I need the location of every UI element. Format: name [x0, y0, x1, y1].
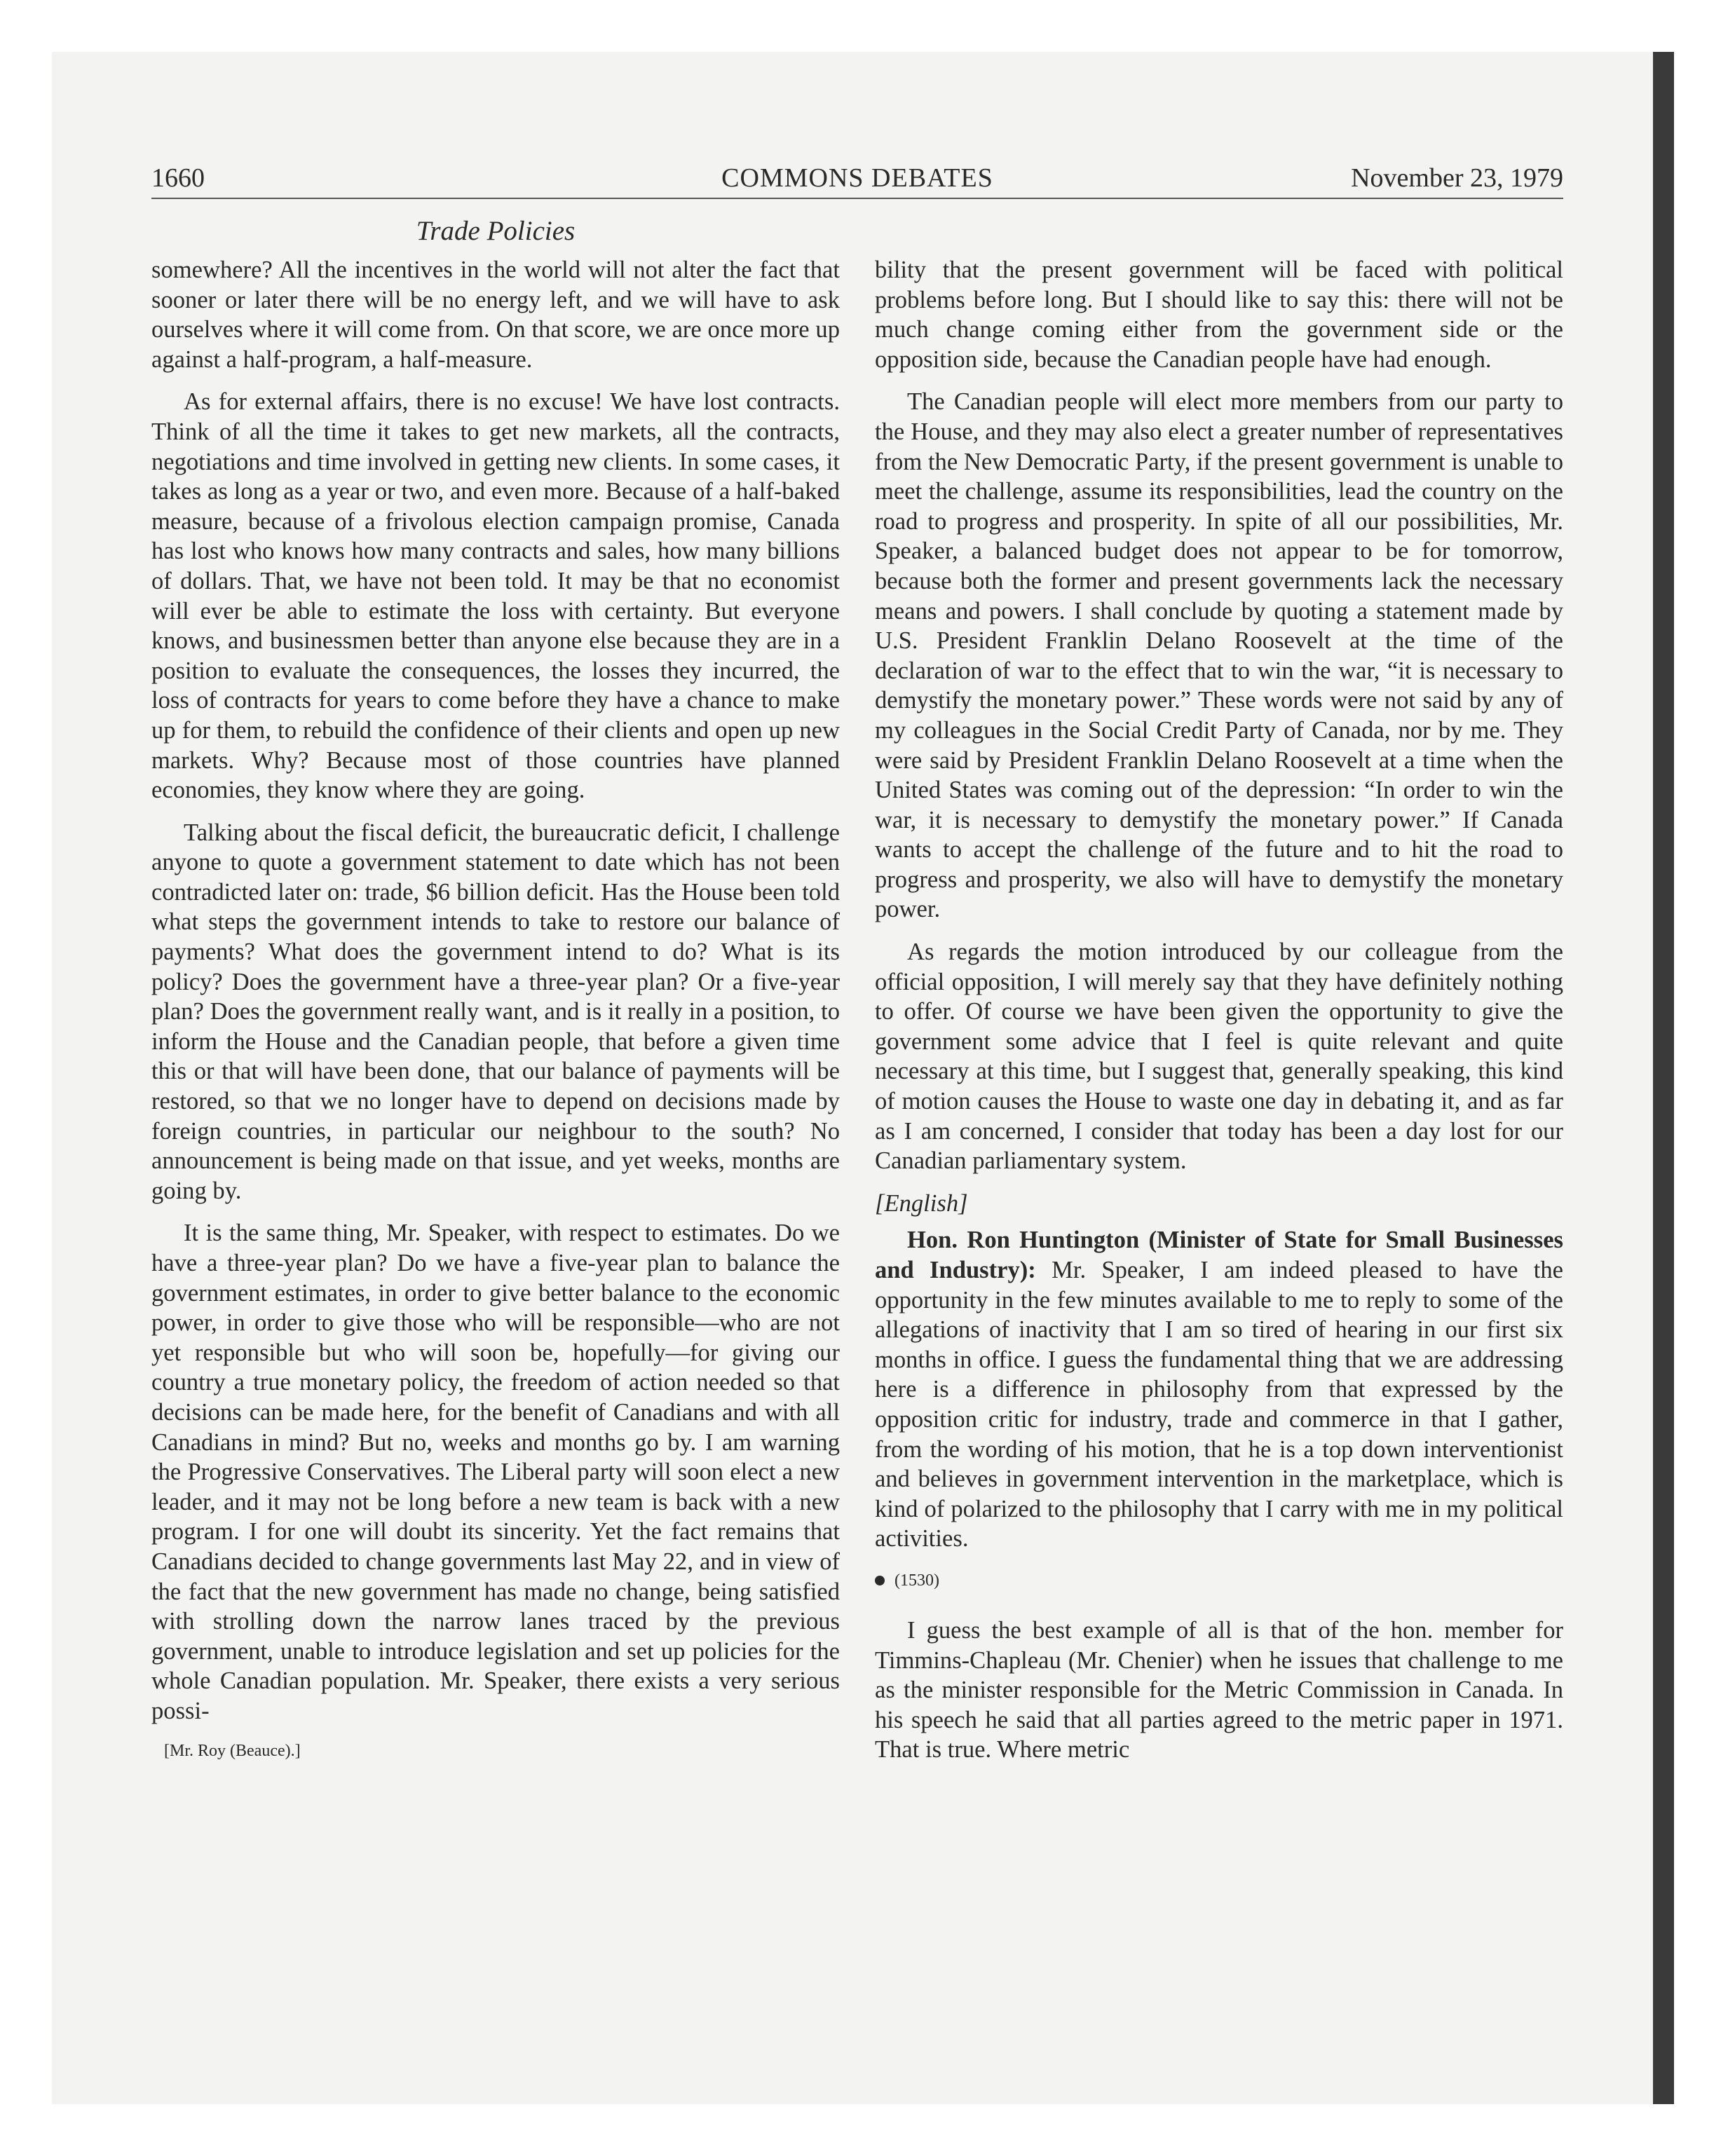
- paragraph: The Canadian people will elect more members from our party to the House, and they may also elect a greater number of representatives from the New Democratic Party, if the present government is unable to meet the challenge, assume its responsibilities, lead the country on the road to progress and prosperity. In spite of all our possibilities, Mr. Speaker, a balanced budget does not appear to be for tomorrow, because both the former and present governments lack the necessary means and powers. I shall conclude by quoting a statement made by U.S. President Franklin Delano Roosevelt at the time of the declaration of war to the effect that to win the war, “it is necessary to demystify the monetary power.” These words were not said by any of my colleagues in the Social Credit Party of Canada, nor by me. They were said by President Franklin Delano Roosevelt at a time when the United States was coming out of the depression: “In order to win the war, it is necessary to demystify the monetary power.” If Canada wants to accept the challenge of the future and to hit the road to progress and prosperity, we also will have to demystify the monetary power.: [875, 388, 1563, 923]
- section-title: Trade Policies: [416, 216, 576, 246]
- left-column: [151, 255, 840, 1763]
- timestamp: (1530): [894, 1571, 939, 1590]
- header-rule: [151, 198, 1563, 199]
- paragraph: I guess the best example of all is that of the hon. member for Timmins-Chapleau (Mr. Chenier) when he issues that challenge to me as the minister responsible for the Metric Commission in Canada. In his speech he said that all parties agreed to the metric paper in 1971. That is true. Where metric: [875, 1616, 1563, 1763]
- speaker-text: Mr. Speaker, I am indeed pleased to have the opportunity in the few minutes available to me to reply to some of the allegations of inactivity that I am so tired of hearing in our first six months in office. I guess the fundamental thing that we are addressing here is a difference in philosophy from that expressed by the opposition critic for industry, trade and commerce in that I gather, from the wording of his motion, that he is a top down interventionist and believes in government intervention in the marketplace, which is kind of polarized to the philosophy that I carry with me in my political activities.: [875, 1257, 1563, 1553]
- speaker-attribution: [Mr. Roy (Beauce).]: [164, 1741, 301, 1760]
- speaker-name: Hon. Ron Huntington (Minister of State for Small Businesses and Industry):: [875, 1227, 1563, 1283]
- paragraph: bility that the present government will be faced with political problems before long. But I should like to say this: there will not be much change coming either from the government side or the opposition side, because the Canadian people have had enough.: [875, 257, 1563, 373]
- paragraph: As regards the motion introduced by our colleague from the official opposition, I will merely say that they have definitely nothing to offer. Of course we have been given the opportunity to give the government some advice that I feel is quite relevant and quite necessary at this time, but I suggest that, generally speaking, this kind of motion causes the House to waste one day in debating it, and as far as I am concerned, I consider that today has been a day lost for our Canadian parliamentary system.: [875, 939, 1563, 1175]
- page-number: 1660: [151, 163, 205, 193]
- language-marker: [English]: [875, 1189, 968, 1217]
- page-date: November 23, 1979: [1351, 163, 1563, 193]
- speaker-paragraph: [875, 1225, 1563, 1554]
- right-column: [875, 255, 1563, 1778]
- paragraph: It is the same thing, Mr. Speaker, with respect to estimates. Do we have a three-year plan? Do we have a five-year plan to balance the government estimates, in order to give better balance to the economic power, in order to give those who will be responsible—who are not yet responsible but who will soon be, hopefully—for giving our country a true monetary policy, the freedom of action needed so that decisions can be made here, for the benefit of Canadians and with all Canadians in mind? But no, weeks and months go by. I am warning the Progressive Conservatives. The Liberal party will soon elect a new leader, and it may not be long before a new team is back with a new program. I for one will doubt its sincerity. Yet the fact remains that Canadians decided to change governments last May 22, and in view of the fact that the new government has made no change, being satisfied with strolling down the narrow lanes traced by the previous government, unable to introduce legislation and set up policies for the whole Canadian population. Mr. Speaker, there exists a very serious possi-: [151, 1220, 840, 1724]
- timestamp-marker: [875, 1567, 1563, 1595]
- scan-edge-bar: [1653, 52, 1674, 2104]
- publication-title: COMMONS DEBATES: [721, 163, 993, 193]
- paragraph: somewhere? All the incentives in the world will not alter the fact that sooner or later there will be no energy left, and we will have to ask ourselves where it will come from. On that score, we are once more up against a half-program, a half-measure.: [151, 257, 840, 373]
- bullet-icon: [875, 1576, 885, 1585]
- paragraph: Talking about the fiscal deficit, the bureaucratic deficit, I challenge anyone to quote a government statement to date which has not been contradicted later on: trade, $6 billion deficit. Has the House been told what steps the government intends to take to restore our balance of payments? What does the government intend to do? What is its policy? Does the government have a three-year plan? Or a five-year plan? Does the government really want, and is it really in a position, to inform the House and the Canadian people, that before a given time this or that will have been done, that our balance of payments will be restored, so that we no longer have to depend on decisions made by foreign countries, in particular our neighbour to the south? No announcement is being made on that issue, and yet weeks, months are going by.: [151, 819, 840, 1204]
- paragraph: As for external affairs, there is no excuse! We have lost contracts. Think of all the time it takes to get new markets, all the contracts, negotiations and time involved in getting new clients. In some cases, it takes as long as a year or two, and even more. Because of a half-baked measure, because of a frivolous election campaign promise, Canada has lost who knows how many contracts and sales, how many billions of dollars. That, we have not been told. It may be that no economist will ever be able to estimate the loss with certainty. But everyone knows, and businessmen better than anyone else because they are in a position to evaluate the consequences, the losses they incurred, the loss of contracts for years to come before they have a chance to make up for them, to rebuild the confidence of their clients and open up new markets. Why? Because most of those countries have planned economies, they know where they are going.: [151, 388, 840, 804]
